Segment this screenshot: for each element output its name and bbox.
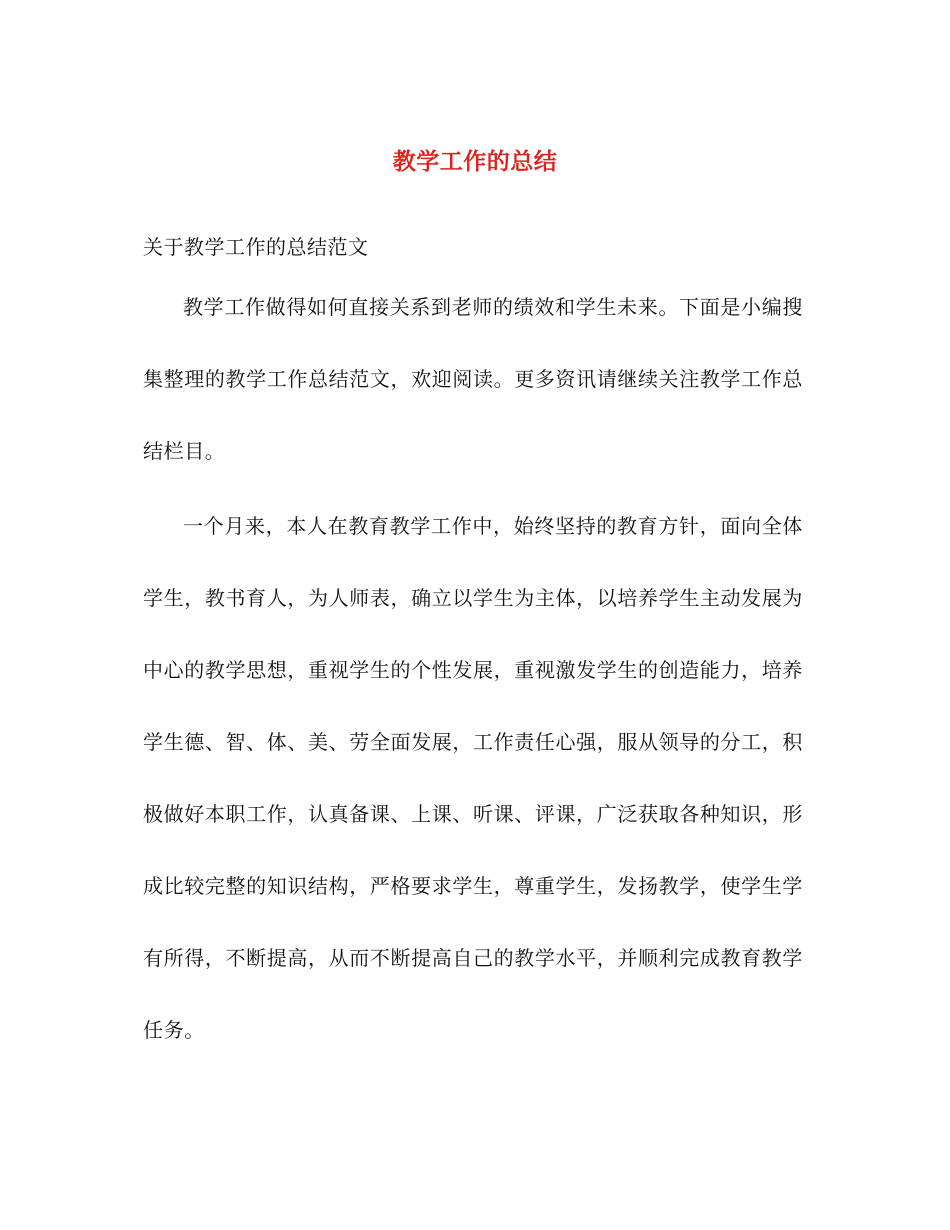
document-title: 教学工作的总结 bbox=[392, 148, 558, 175]
paragraph-intro: 教学工作做得如何直接关系到老师的绩效和学生未来。下面是小编搜集整理的教学工作总结范文，欢迎阅读。更多资讯请继续关注教学工作总结栏目。 bbox=[143, 295, 803, 463]
document-subtitle: 关于教学工作的总结范文 bbox=[143, 235, 369, 259]
paragraph-body: 一个月来，本人在教育教学工作中，始终坚持的教育方针，面向全体学生，教书育人，为人师表，确立以学生为主体，以培养学生主动发展为中心的教学思想，重视学生的个性发展，重视激发学生的创造能力，培养学生德、智、体、美、劳全面发展，工作责任心强，服从领导的分工，积极做好本职工作，认真备课、上课、听课、评课，广泛获取各种知识，形成比较完整的知识结构，严格要求学生，尊重学生，发扬教学，使学生学有所得，不断提高，从而不断提高自己的教学水平，并顺利完成教育教学任务。 bbox=[143, 514, 803, 1042]
